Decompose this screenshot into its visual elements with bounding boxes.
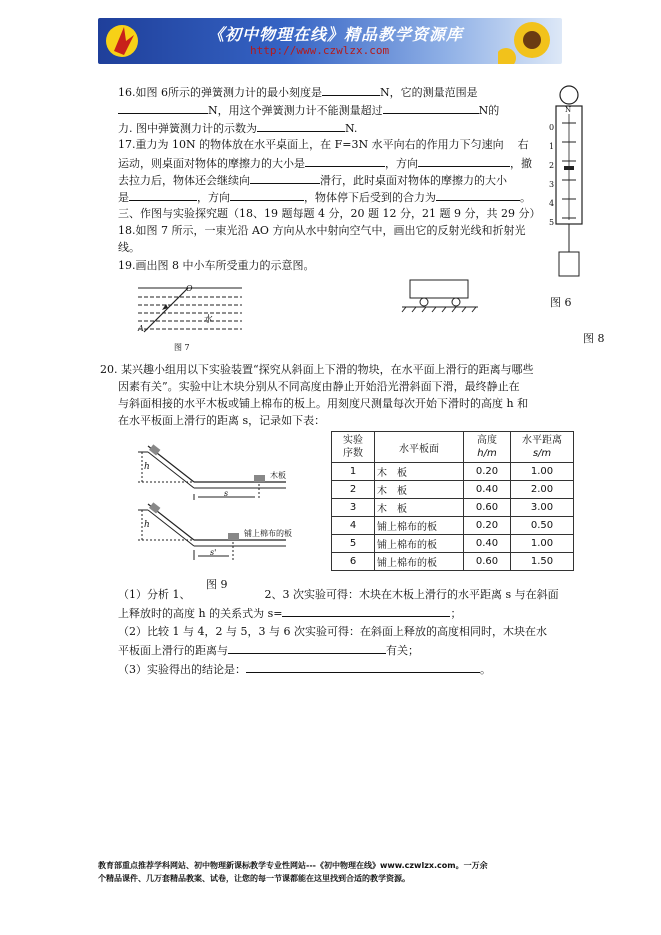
- blank: [436, 189, 520, 201]
- blank: [230, 189, 304, 201]
- sunflower-icon: [498, 18, 562, 64]
- q20-line2: 因素有关”。实验中让木块分别从不同高度由静止开始沿光滑斜面下滑，最终静止在: [118, 380, 520, 393]
- figure-9-incline: h h s s' 木板 铺上棉布的板 图 9: [118, 440, 328, 590]
- blank: [322, 84, 380, 96]
- blank: [418, 155, 510, 167]
- incline-drawing: [118, 440, 328, 572]
- spring-scale-drawing: [549, 84, 589, 284]
- blank: [282, 605, 450, 617]
- q20-part3: （3）实验得出的结论是： 。: [118, 663, 491, 676]
- footer-line2: 个精品课件、几万套精品教案、试卷，让您的每一节课都能在这里找到合适的教学资源。: [98, 874, 410, 883]
- banner-title: 《初中物理在线》精品教学资源库: [208, 25, 464, 44]
- q20-part1-line1: （1）分析 1、 2、3 次实验可得：木块在木板上滑行的水平距离 s 与在斜面: [118, 588, 559, 601]
- table-row: 1 木 板 0.20 1.00: [332, 463, 574, 481]
- q19-text: 19.画出图 8 中小车所受重力的示意图。: [118, 259, 315, 272]
- blank: [383, 102, 479, 114]
- q20-line4: 在水平板面上滑行的距离 s，记录如下表：: [118, 414, 326, 427]
- footer-line1: 教育部重点推荐学科网站、初中物理新课标教学专业性网站---《初中物理在线》www.czwlzx.com。一万余: [98, 861, 488, 870]
- q20-line3: 与斜面相接的水平木板或铺上棉布的板上。用刻度尺测量每次开始下滑时的高度 h 和: [118, 397, 529, 410]
- q20-line1: 20. 某兴趣小组用以下实验装置“探究从斜面上下滑的物块，在水平面上滑行的距离与哪些: [100, 363, 534, 376]
- banner-url: http://www.czwlzx.com: [250, 44, 390, 57]
- blank: [257, 120, 345, 132]
- q20-part2-line1: （2）比较 1 与 4，2 与 5，3 与 6 次实验可得：在斜面上释放的高度相同时，木块在水: [118, 625, 547, 638]
- figure-8-caption: 图 8: [583, 332, 605, 345]
- figure-9-caption: 图 9: [206, 578, 228, 591]
- table-row: 4 铺上棉布的板 0.20 0.50: [332, 517, 574, 535]
- table-row: 2 木 板 0.40 2.00: [332, 481, 574, 499]
- q18-line2: 线。: [118, 241, 140, 254]
- q16-line3: 力. 图中弹簧测力计的示数为 N.: [118, 122, 358, 135]
- figure-7-caption: 图 7: [174, 343, 190, 352]
- blank: [118, 102, 208, 114]
- blank: [250, 172, 320, 184]
- q17-line4: 是 ，方向 ，物体停下后受到的合力为 。: [118, 191, 531, 204]
- section-heading: 三、作图与实验探究题（18、19 题每题 4 分，20 题 12 分，21 题 9 分，共 29 分）: [118, 207, 541, 220]
- header-banner: [98, 18, 562, 64]
- figure-7-refraction: A O 水 图 7: [138, 282, 246, 352]
- cart-drawing: [400, 276, 480, 316]
- logo-icon: [104, 21, 140, 61]
- results-table: [331, 431, 574, 571]
- figure-6-spring-scale: N 0 1 2 3 4 5 图 6: [549, 84, 589, 304]
- q16-line1: 16.如图 6所示的弹簧测力计的最小刻度是 N，它的测量范围是: [118, 86, 478, 99]
- q17-line2: 运动，则桌面对物体的摩擦力的大小是 ，方向 ，撤: [118, 157, 532, 170]
- table-row: 5 铺上棉布的板 0.40 1.00: [332, 535, 574, 553]
- q17-line3: 去拉力后，物体还会继续向 滑行，此时桌面对物体的摩擦力的大小: [118, 174, 507, 187]
- q20-part2-line2: 平板面上滑行的距离与 有关；: [118, 644, 419, 657]
- q16-line2: N，用这个弹簧测力计不能测量超过 N的: [118, 102, 499, 118]
- blank: [228, 642, 386, 654]
- q18-line1: 18.如图 7 所示，一束光沿 AO 方向从水中射向空气中，画出它的反射光线和折射光: [118, 224, 526, 237]
- q20-part1-line2: 上释放时的高度 h 的关系式为 s= ；: [118, 607, 462, 620]
- q17-line1: 17.重力为 10N 的物体放在水平桌面上，在 F=3N 水平向右的作用力下匀速向 右: [118, 138, 529, 151]
- table-header-row: 实验 序数 水平板面 高度 h/m 水平距离 s/m: [332, 432, 574, 463]
- figure-6-caption: 图 6: [550, 296, 572, 309]
- blank: [246, 661, 480, 673]
- blank: [129, 189, 197, 201]
- figure-8-cart: [400, 276, 480, 316]
- table-row: 3 木 板 0.60 3.00: [332, 499, 574, 517]
- table-row: 6 铺上棉布的板 0.60 1.50: [332, 553, 574, 571]
- blank: [305, 155, 385, 167]
